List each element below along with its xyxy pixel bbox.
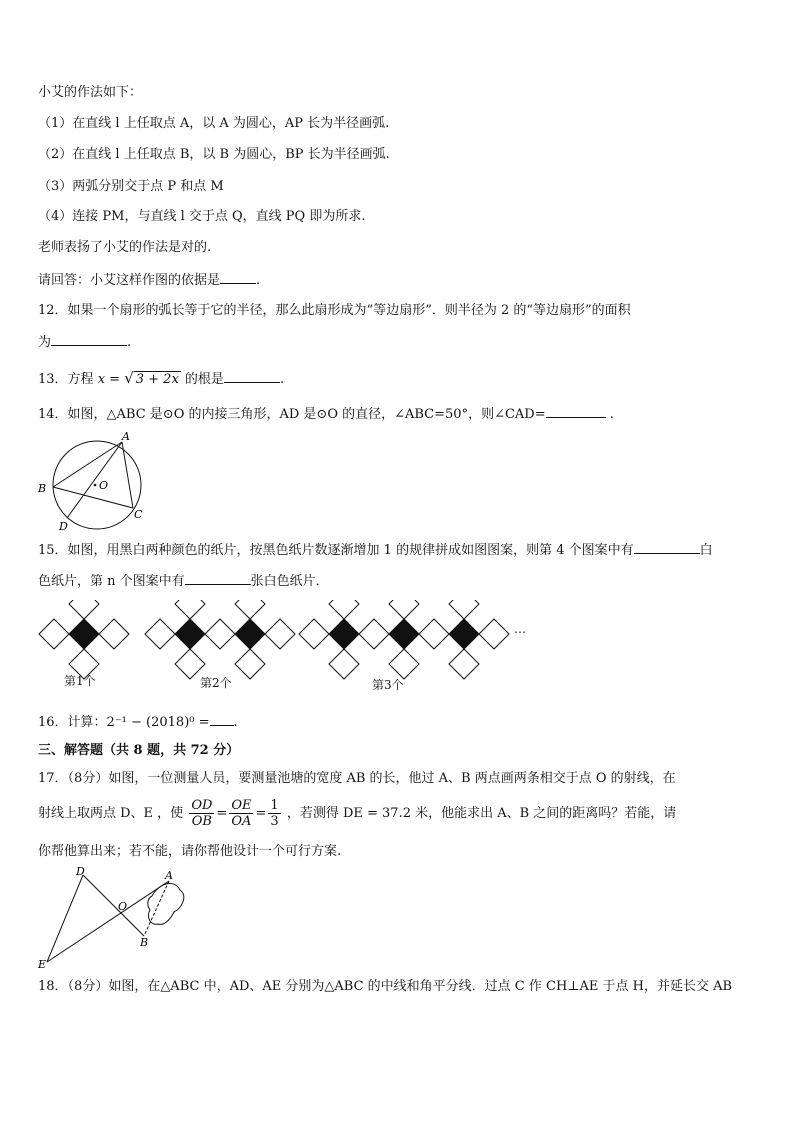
q15-text-c: 色纸片，第 n 个图案中有 xyxy=(38,574,185,589)
segment-de xyxy=(47,875,83,962)
q17-text-b: ，若测得 DE = 37.2 米，他能求出 A、B 之间的距离吗？若能，请 xyxy=(286,806,677,821)
answer-blank xyxy=(220,271,256,284)
sqrt-sign: √ xyxy=(124,369,134,387)
white-paper xyxy=(175,600,205,619)
q15-text-a: 15．如图，用黑白两种颜色的纸片，按黑色纸片数逐渐增加 1 的规律拼成如图图案，则第 4 个图案中有 xyxy=(38,543,634,558)
q16-prefix: 16．计算： xyxy=(38,715,107,730)
label-a: A xyxy=(165,869,173,882)
white-paper xyxy=(359,619,389,649)
q15-line1 xyxy=(38,541,713,560)
q16-line xyxy=(38,713,238,732)
q14-circle-figure xyxy=(34,430,159,536)
q15-text-d: 张白色纸片． xyxy=(250,574,329,589)
q14-text: 14．如图，△ABC 是⊙O 的内接三角形，AD 是⊙O 的直径，∠ABC=50°，则∠CAD= xyxy=(38,407,546,422)
ask-line: 请回答：小艾这样作图的依据是 . xyxy=(38,273,261,288)
black-paper xyxy=(235,619,265,649)
white-paper xyxy=(479,619,509,649)
teacher-line: 老师表扬了小艾的作法是对的. xyxy=(38,240,212,255)
q12-line1: 12．如果一个扇形的弧长等于它的半径，那么此扇形成为“等边扇形”．则半径为 2 的“等边扇形”的面积 xyxy=(38,303,631,318)
step-4: （4）连接 PM，与直线 l 交于点 Q，直线 PQ 即为所求. xyxy=(38,209,366,224)
q16-expr: 2⁻¹ − (2018)⁰ = xyxy=(106,715,210,730)
black-paper xyxy=(175,619,205,649)
center-point xyxy=(94,484,97,487)
white-paper xyxy=(389,649,419,679)
fraction-od-ob xyxy=(189,798,214,829)
label-d: D xyxy=(59,520,68,533)
label-e: E xyxy=(38,958,47,971)
white-paper xyxy=(299,619,329,649)
segment-ad xyxy=(67,442,122,518)
q13-radicand: 3 + 2x xyxy=(135,372,179,387)
white-paper xyxy=(329,600,359,619)
white-paper xyxy=(389,600,419,619)
frac-den: OA xyxy=(231,814,252,829)
frac-den: OB xyxy=(191,814,212,829)
white-paper xyxy=(145,619,175,649)
white-paper xyxy=(449,649,479,679)
white-paper xyxy=(205,619,235,649)
white-paper xyxy=(265,619,295,649)
caption-3: 第3个 xyxy=(372,678,404,692)
fraction-one-third xyxy=(268,798,280,829)
ask-text: 请回答：小艾这样作图的依据是 xyxy=(38,273,221,288)
step-2: （2）在直线 l 上任取点 B，以 B 为圆心，BP 长为半径画弧. xyxy=(38,147,390,162)
caption-2: 第2个 xyxy=(200,676,232,690)
frac-num: OE xyxy=(231,798,252,813)
white-paper xyxy=(419,619,449,649)
pond-outline xyxy=(148,883,184,924)
answer-blank xyxy=(185,572,251,585)
black-paper xyxy=(449,619,479,649)
white-paper xyxy=(39,619,69,649)
q15-line2 xyxy=(38,572,329,591)
q13-eq-left: x = xyxy=(97,372,125,387)
white-paper xyxy=(99,619,129,649)
intro-line: 小艾的作法如下： xyxy=(38,85,143,100)
q16-end: . xyxy=(233,715,238,730)
segment-db xyxy=(83,875,144,936)
answer-blank xyxy=(224,370,280,383)
q13-line: 13．方程 x = √ 3 + 2x 的根是 . xyxy=(38,369,285,387)
q18-line: 18．（8分）如图，在△ABC 中，AD、AE 分别为△ABC 的中线和角平分线．过点 C 作 CH⊥AE 于点 H，并延长交 AB xyxy=(38,979,733,994)
section-3-heading: 三、解答题（共 8 题，共 72 分） xyxy=(38,743,240,758)
q13-prefix: 13．方程 xyxy=(38,372,94,387)
frac-den: 3 xyxy=(270,814,279,829)
white-paper xyxy=(69,600,99,619)
pattern-ellipsis: … xyxy=(514,622,526,636)
answer-blank xyxy=(51,333,127,346)
q17-pond-figure xyxy=(34,864,194,972)
black-paper xyxy=(69,619,99,649)
black-paper xyxy=(389,619,419,649)
label-b: B xyxy=(38,482,47,495)
q17-line1: 17．（8分）如图，一位测量人员，要测量池塘的宽度 AB 的长，他过 A、B 两点画两条相交于点 O 的射线，在 xyxy=(38,771,676,786)
answer-blank xyxy=(210,713,234,726)
q17-text-a: 射线上取两点 D、E ，使 xyxy=(38,806,184,821)
q15-pattern-figure xyxy=(38,600,538,695)
white-paper xyxy=(329,649,359,679)
label-c: C xyxy=(134,508,143,521)
q12-line2: 为 . xyxy=(38,335,132,350)
q13-suffix: 的根是 xyxy=(184,372,224,387)
circle-o xyxy=(53,441,141,529)
q15-text-b: 白 xyxy=(699,543,713,558)
label-o: O xyxy=(99,479,109,492)
q14-line: 14．如图，△ABC 是⊙O 的内接三角形，AD 是⊙O 的直径，∠ABC=50°，则∠CAD= . xyxy=(38,407,614,422)
frac-num: OD xyxy=(191,798,213,813)
q17-line2: 射线上取两点 D、E ，使 $\frac{OD}{OB}$ = $\frac{OE}{OA}$ = $\frac{1}{3}$ ，若测得 DE = 37.2 米，他能求出 A、B 之间的距离吗？若能，请 xyxy=(38,798,677,829)
white-paper xyxy=(449,600,479,619)
segment-ac xyxy=(122,442,133,508)
label-d: D xyxy=(76,865,85,878)
label-b: B xyxy=(140,936,149,949)
answer-blank xyxy=(546,405,606,418)
q17-line3: 你帮他算出来；若不能，请你帮他设计一个可行方案. xyxy=(38,844,342,859)
label-a: A xyxy=(122,430,130,443)
black-paper xyxy=(329,619,359,649)
q12-prefix: 为 xyxy=(38,335,52,350)
step-1: （1）在直线 l 上任取点 A，以 A 为圆心，AP 长为半径画弧. xyxy=(38,116,390,131)
label-o: O xyxy=(118,900,128,913)
step-3: （3）两弧分别交于点 P 和点 M xyxy=(38,179,224,194)
answer-blank xyxy=(634,541,700,554)
caption-1: 第1个 xyxy=(64,674,96,688)
frac-num: 1 xyxy=(270,798,279,813)
segment-bc xyxy=(53,487,133,508)
segment-ab xyxy=(53,442,122,487)
white-paper xyxy=(235,649,265,679)
fraction-oe-oa xyxy=(229,798,253,829)
white-paper xyxy=(235,600,265,619)
